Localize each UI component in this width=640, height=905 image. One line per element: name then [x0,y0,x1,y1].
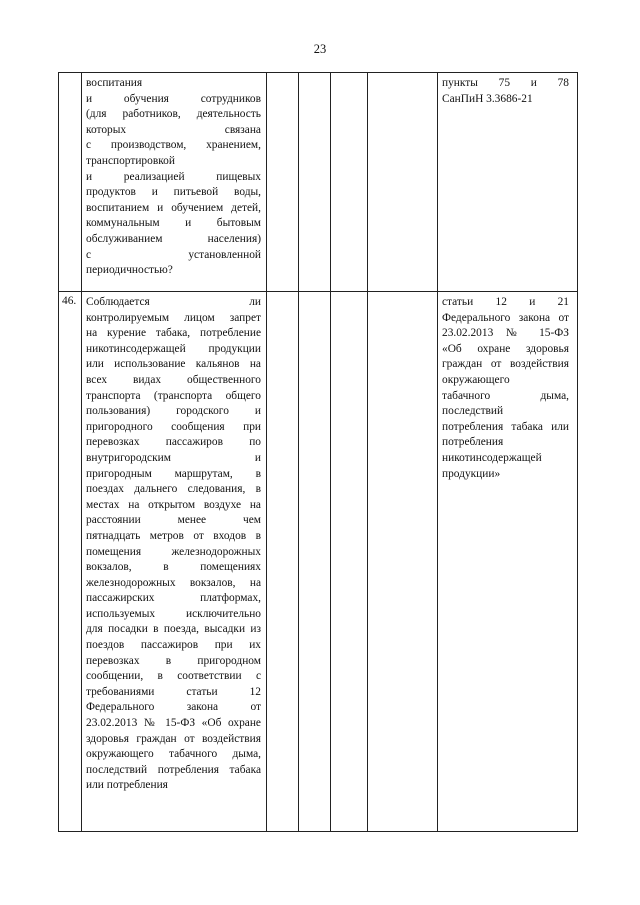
text-line: периодичностью? [86,264,173,277]
checklist-table [58,72,578,832]
text-line: транспортировкой [86,154,175,167]
table-row [59,73,578,292]
text-line: транспорта (транспорта общего [86,389,261,402]
text-line: воспитания [86,77,143,89]
text-line: никотинсодержащей продукции [86,342,261,355]
row-number [59,73,82,292]
text-line: обслуживанием населения) [86,232,261,245]
text-line: пригородного сообщения при [86,420,261,433]
text-line: которых связана [86,123,261,136]
text-line: с производством, хранением, [86,139,261,152]
text-line: последствий [442,405,504,418]
text-line: 23.02.2013 № 15-ФЗ [442,327,569,340]
text-line: внутригородским и [86,451,261,464]
text-line: перевозках пассажиров по [86,436,261,449]
answer-na-cell [331,292,368,832]
answer-yes-cell [267,73,299,292]
text-line: или потребления [86,779,168,792]
text-line: продуктов и питьевой воды, [86,186,261,199]
text-line: на курение табака, потребление [86,327,261,340]
text-line: потребления [442,436,504,449]
text-line: сообщении, в соответствии с [86,670,261,683]
text-line: пункты 75 и 78 [442,77,569,89]
text-line: потребления табака или [442,420,569,433]
text-line: коммунальным и бытовым [86,217,261,230]
text-line: Федерального закона от [86,701,261,714]
text-line: Соблюдается ли [86,296,261,308]
text-line: продукции» [442,467,501,480]
row-number: 46. [59,292,82,832]
note-cell [368,292,438,832]
text-line: расстоянии менее чем [86,514,261,527]
text-line: вокзалов, в помещениях [86,561,261,574]
page-number: 23 [313,42,327,56]
text-line: железнодорожных вокзалов, на [86,576,261,589]
text-line: (для работников, деятельность [86,108,261,121]
text-line: пассажирских платформах, [86,592,261,605]
text-line: контролируемым лицом запрет [86,311,261,324]
text-line: помещения железнодорожных [86,545,261,558]
text-line: требованиями статьи 12 [86,685,261,698]
text-line: перевозках в пригородном [86,654,261,667]
table-row [59,292,578,832]
text-line: поездах дальнего следования, в [86,483,261,496]
note-cell [368,73,438,292]
question-cell [82,292,267,832]
text-line: 23.02.2013 № 15-ФЗ «Об охране [86,717,261,730]
reference-cell [438,73,578,292]
text-line: окружающего [442,373,510,386]
text-line: СанПиН 3.3686-21 [442,92,533,105]
text-line: табачного дыма, [442,389,569,402]
text-line: последствий потребления табака [86,763,261,776]
text-line: «Об охране здоровья [442,342,569,355]
reference-cell [438,292,578,832]
answer-yes-cell [267,292,299,832]
text-line: всех видах общественного [86,373,261,386]
text-line: и реализацией пищевых [86,170,261,183]
question-cell [82,73,267,292]
text-line: здоровья граждан от воздействия [86,732,261,745]
text-line: и обучения сотрудников [86,92,261,105]
text-line: статьи 12 и 21 [442,296,569,308]
text-line: используемых исключительно [86,607,261,620]
text-line: пользования) городского и [86,405,261,418]
text-line: или использование кальянов на [86,358,261,371]
answer-no-cell [299,73,331,292]
text-line: поездов пассажиров при их [86,639,261,652]
answer-na-cell [331,73,368,292]
text-line: окружающего табачного дыма, [86,748,261,761]
text-line: с установленной [86,248,261,261]
text-line: никотинсодержащей [442,451,542,464]
text-line: граждан от воздействия [442,358,569,371]
text-line: пригородным маршрутам, в [86,467,261,480]
text-line: воспитанием и обучением детей, [86,201,261,214]
text-line: пятнадцать метров от входов в [86,529,261,542]
text-line: местах на открытом воздухе на [86,498,261,511]
answer-no-cell [299,292,331,832]
text-line: Федерального закона от [442,311,569,324]
text-line: для посадки в поезда, высадки из [86,623,261,636]
